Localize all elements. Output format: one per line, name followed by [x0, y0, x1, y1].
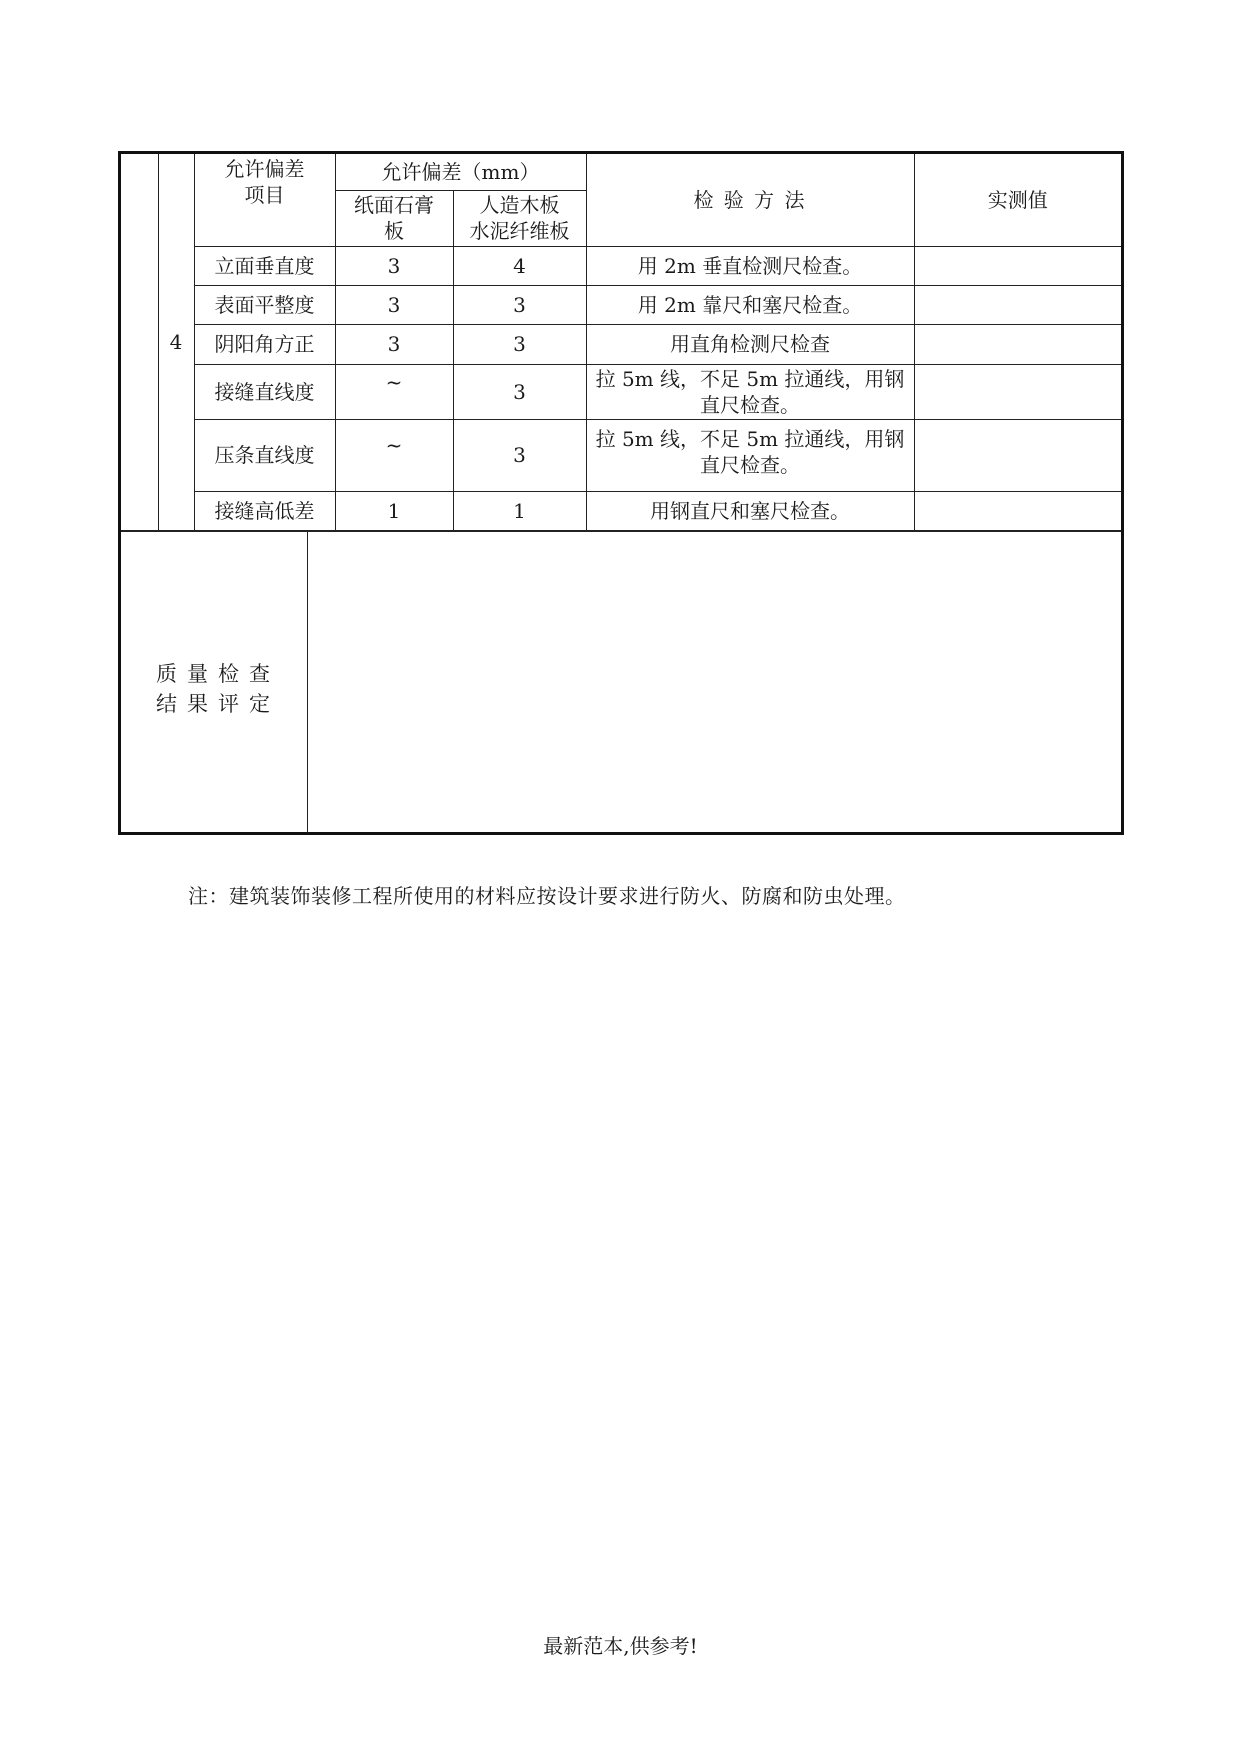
note-text: 注：建筑装饰装修工程所使用的材料应按设计要求进行防火、防腐和防虫处理。 — [188, 884, 906, 908]
quality-label-line1: 质量检查 — [156, 662, 280, 686]
item-cell: 表面平整度 — [194, 285, 335, 324]
group-number: 4 — [169, 329, 183, 354]
wood-cement-header-line2: 水泥纤维板 — [469, 219, 570, 243]
left-blank-cell — [121, 154, 158, 530]
method-line2: 直尺检查。 — [700, 392, 800, 417]
gypsum-cell: 1 — [335, 491, 453, 530]
quality-result-label-cell — [121, 532, 308, 833]
method-line1: 拉 5m 线，不足 5m 拉通线，用钢 — [595, 366, 905, 391]
table-row — [121, 364, 1121, 419]
method-cell — [586, 324, 914, 364]
measured-cell — [914, 364, 1121, 419]
footer-text: 最新范本,供参考! — [543, 1634, 698, 1658]
method-header-text: 检 验 方 法 — [693, 187, 807, 212]
item-cell: 接缝直线度 — [194, 364, 335, 419]
wood-cement-cell: 3 — [453, 419, 586, 491]
wood-cement-header-line1: 人造木板 — [479, 193, 560, 217]
gypsum-cell: ~ — [335, 364, 453, 419]
item-header-line1: 允许偏差 — [224, 157, 305, 181]
item-cell: 压条直线度 — [194, 419, 335, 491]
item-cell: 接缝高低差 — [194, 491, 335, 530]
measured-cell — [914, 491, 1121, 530]
gypsum-header-line1: 纸面石膏 — [354, 193, 434, 217]
method-line1: 用 2m 垂直检测尺检查。 — [637, 253, 863, 278]
quality-result-content — [308, 532, 1121, 833]
table-row — [121, 419, 1121, 491]
gypsum-header — [335, 190, 453, 246]
item-header — [194, 154, 335, 246]
table-row — [121, 285, 1121, 324]
inspection-table — [118, 151, 1124, 835]
method-line1: 拉 5m 线，不足 5m 拉通线，用钢 — [595, 426, 905, 451]
table-row — [121, 491, 1121, 530]
method-line1: 用 2m 靠尺和塞尺检查。 — [637, 292, 863, 317]
quality-result-label — [148, 659, 280, 719]
quality-label-line2: 结果评定 — [156, 692, 280, 716]
method-cell — [586, 364, 914, 419]
wood-cement-cell: 3 — [453, 285, 586, 324]
measured-header: 实测值 — [914, 154, 1121, 246]
header-row-1 — [121, 154, 1121, 190]
gypsum-cell: 3 — [335, 285, 453, 324]
method-line2: 直尺检查。 — [700, 452, 800, 477]
method-cell — [586, 419, 914, 491]
table-row — [121, 246, 1121, 285]
tolerance-table — [121, 154, 1121, 531]
gypsum-cell: 3 — [335, 246, 453, 285]
method-line1: 用钢直尺和塞尺检查。 — [650, 498, 850, 523]
item-header-line2: 项目 — [244, 183, 285, 207]
gypsum-cell: ~ — [335, 419, 453, 491]
measured-cell — [914, 419, 1121, 491]
quality-result-section — [121, 531, 1121, 833]
gypsum-header-line2: 板 — [384, 219, 404, 243]
method-line1: 用直角检测尺检查 — [670, 332, 830, 356]
method-cell — [586, 246, 914, 285]
wood-cement-cell: 3 — [453, 324, 586, 364]
table-row — [121, 324, 1121, 364]
gypsum-cell: 3 — [335, 324, 453, 364]
wood-cement-cell: 3 — [453, 364, 586, 419]
item-cell: 立面垂直度 — [194, 246, 335, 285]
measured-cell — [914, 285, 1121, 324]
group-number-cell — [158, 154, 194, 530]
wood-cement-header — [453, 190, 586, 246]
measured-cell — [914, 246, 1121, 285]
method-cell — [586, 491, 914, 530]
item-cell: 阴阳角方正 — [194, 324, 335, 364]
wood-cement-cell: 4 — [453, 246, 586, 285]
wood-cement-cell: 1 — [453, 491, 586, 530]
method-cell — [586, 285, 914, 324]
tolerance-header: 允许偏差（mm） — [335, 154, 586, 190]
method-header — [586, 154, 914, 246]
measured-cell — [914, 324, 1121, 364]
